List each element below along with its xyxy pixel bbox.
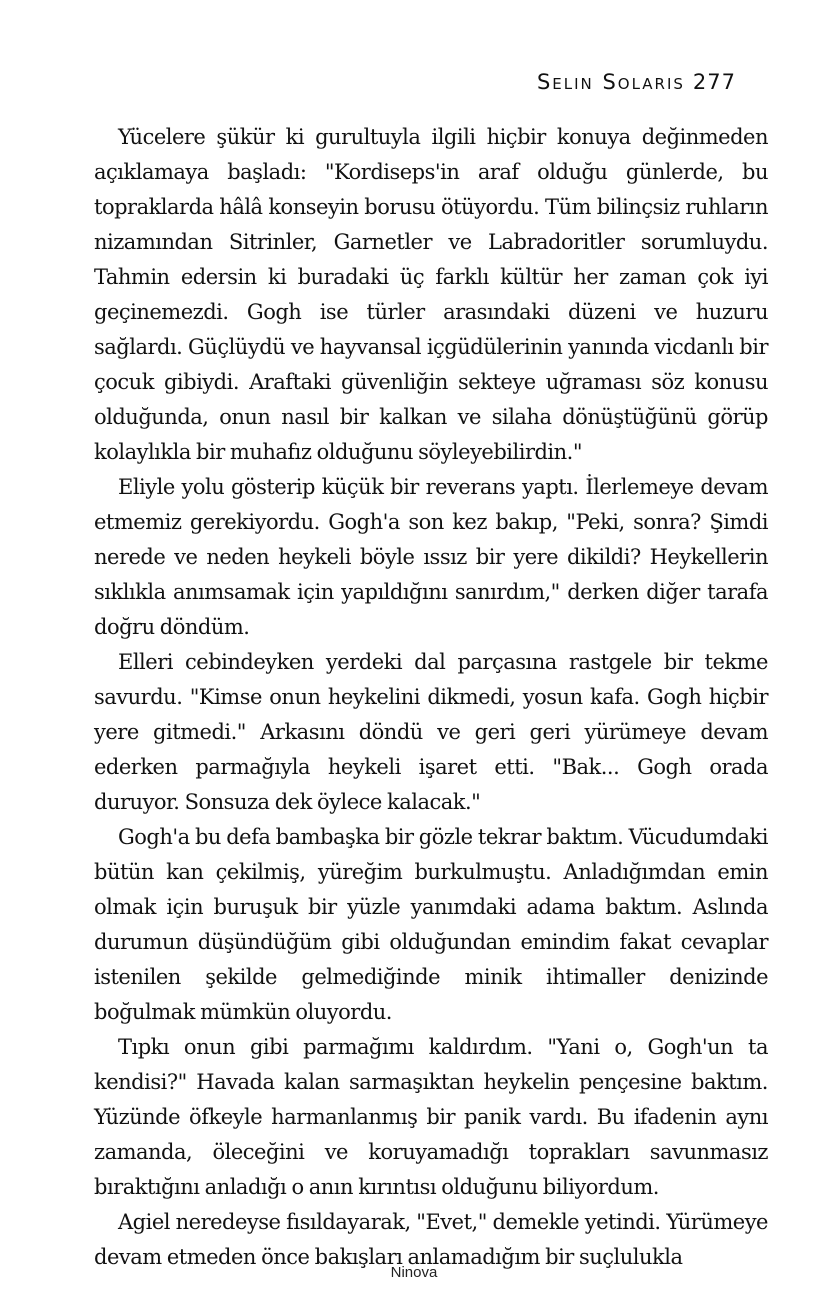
paragraph: Elleri cebindeyken yerdeki dal parçasına rastgele bir tekme savurdu. "Kimse onun heykelini dikmedi, yosun kafa. Gogh hiçbir yere gitmedi." Arkasını döndü ve geri geri yürümeye devam ederken parmağıyla heykeli işaret etti. "Bak... Gogh orada duruyor. Sonsuza dek öylece kalacak." bbox=[94, 650, 768, 814]
paragraph: Agiel neredeyse fısıldayarak, "Evet," demekle yetindi. Yürümeye devam etmeden önce bakışları anlamadığım bir suçlulukla bbox=[94, 1210, 768, 1269]
paragraph: Yücelere şükür ki gurultuyla ilgili hiçbir konuya değinmeden açıklamaya başladı: "Kordiseps'in araf olduğu günlerde, bu topraklarda hâlâ konseyin borusu ötüyordu. Tüm bilinçsiz ruhların nizamından Sitrinler, Garnetler ve Labradoritler sorumluydu. Tahmin edersin ki buradaki üç farklı kültür her zaman çok iyi geçinemezdi. Gogh ise türler arasındaki düzeni ve huzuru sağlardı. Güçlüydü ve hayvansal içgüdülerinin yanında vicdanlı bir çocuk gibiydi. Araftaki güvenliğin sekteye uğraması söz konusu olduğunda, onun nasıl bir kalkan ve silaha dönüştüğünü görüp kolaylıkla bir muhafız olduğunu söyleyebilirdin." bbox=[94, 125, 768, 464]
publisher-footer: Ninova bbox=[390, 1264, 438, 1281]
running-header-author: Selin Solaris bbox=[536, 70, 685, 94]
paragraph: Eliyle yolu gösterip küçük bir reverans yaptı. İlerlemeye devam etmemiz gerekiyordu. Gogh'a son kez bakıp, "Peki, sonra? Şimdi nerede ve neden heykeli böyle ıssız bir yere dikildi? Heykellerin sıklıkla anımsamak için yapıldığını sanırdım," derken diğer tarafa doğru döndüm. bbox=[94, 475, 768, 639]
body-text bbox=[94, 120, 768, 1275]
paragraph: Gogh'a bu defa bambaşka bir gözle tekrar baktım. Vücudumdaki bütün kan çekilmiş, yüreğim burkulmuştu. Anladığımdan emin olmak için buruşuk bir yüzle yanımdaki adama baktım. Aslında durumun düşündüğüm gibi olduğundan emindim fakat cevaplar istenilen şekilde gelmediğinde minik ihtimaller denizinde boğulmak mümkün oluyordu. bbox=[94, 825, 768, 1024]
running-header bbox=[0, 70, 736, 94]
page-number: 277 bbox=[692, 70, 736, 94]
paragraph: Tıpkı onun gibi parmağımı kaldırdım. "Yani o, Gogh'un ta kendisi?" Havada kalan sarmaşıktan heykelin pençesine baktım. Yüzünde öfkeyle harmanlanmış bir panik vardı. Bu ifadenin aynı zamanda, öleceğini ve koruyamadığı toprakları savunmasız bıraktığını anladığı o anın kırıntısı olduğunu biliyordum. bbox=[94, 1035, 768, 1199]
